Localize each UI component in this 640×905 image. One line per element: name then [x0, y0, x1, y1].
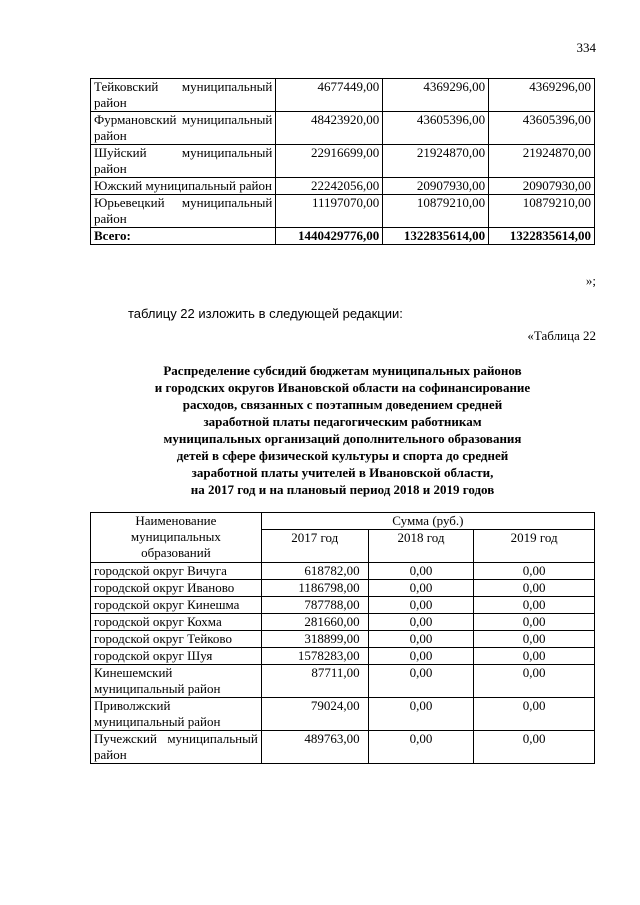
- row-name: Кинешемский муниципальный район: [91, 665, 262, 698]
- title-line: детей в сфере физической культуры и спорта до средней: [176, 448, 509, 463]
- row-name: Юрьевецкий муниципальный район: [91, 195, 276, 228]
- table-row: [91, 648, 595, 665]
- row-value-1: 11197070,00: [276, 195, 383, 228]
- instruction-text: таблицу 22 изложить в следующей редакции:: [128, 306, 403, 321]
- row-name: Пучежский муниципальный район: [91, 731, 262, 764]
- title-line: расходов, связанных с поэтапным доведением средней: [182, 397, 503, 412]
- row-value-2: 0,00: [368, 698, 474, 731]
- table-row: [91, 178, 595, 195]
- row-value-3: 20907930,00: [489, 178, 595, 195]
- row-value-2: 20907930,00: [383, 178, 489, 195]
- row-value-1: 48423920,00: [276, 112, 383, 145]
- header-year-2017: 2017 год: [261, 530, 368, 563]
- table-row: [91, 563, 595, 580]
- row-value-1: 79024,00: [261, 698, 368, 731]
- table-row: [91, 79, 595, 112]
- row-value-3: 4369296,00: [489, 79, 595, 112]
- row-value-1: 281660,00: [261, 614, 368, 631]
- row-value-2: 21924870,00: [383, 145, 489, 178]
- row-value-3: 0,00: [474, 563, 595, 580]
- title-line: и городских округов Ивановской области на софинансирование: [154, 380, 531, 395]
- table-title: [90, 362, 595, 498]
- row-value-1: 22916699,00: [276, 145, 383, 178]
- row-name: Шуйский муниципальный район: [91, 145, 276, 178]
- row-value-2: 0,00: [368, 563, 474, 580]
- closing-quote: »;: [585, 273, 596, 288]
- row-value-3: 0,00: [474, 614, 595, 631]
- row-value-2: 0,00: [368, 597, 474, 614]
- table-row: [91, 580, 595, 597]
- row-value-3: 0,00: [474, 580, 595, 597]
- total-value-3: 1322835614,00: [489, 228, 595, 245]
- row-value-3: 0,00: [474, 631, 595, 648]
- table-row: [91, 614, 595, 631]
- row-value-3: 0,00: [474, 597, 595, 614]
- total-label: Всего:: [91, 228, 276, 245]
- table-label: «Таблица 22: [527, 328, 596, 343]
- row-value-2: 0,00: [368, 648, 474, 665]
- row-value-3: 10879210,00: [489, 195, 595, 228]
- row-name: Приволжский муниципальный район: [91, 698, 262, 731]
- row-name: городской округ Шуя: [91, 648, 262, 665]
- title-line: муниципальных организаций дополнительного образования: [163, 431, 522, 446]
- table-row: [91, 597, 595, 614]
- row-name: городской округ Тейково: [91, 631, 262, 648]
- row-value-2: 0,00: [368, 614, 474, 631]
- subsidy-table: [90, 512, 595, 764]
- row-name: городской округ Вичуга: [91, 563, 262, 580]
- row-value-3: 0,00: [474, 665, 595, 698]
- row-value-3: 43605396,00: [489, 112, 595, 145]
- total-row: [91, 228, 595, 245]
- table-row: [91, 112, 595, 145]
- row-value-3: 0,00: [474, 731, 595, 764]
- row-value-2: 0,00: [368, 731, 474, 764]
- row-value-1: 318899,00: [261, 631, 368, 648]
- row-name: городской округ Кинешма: [91, 597, 262, 614]
- top-table: [90, 78, 595, 245]
- table-row: [91, 631, 595, 648]
- row-value-3: 21924870,00: [489, 145, 595, 178]
- row-value-1: 87711,00: [261, 665, 368, 698]
- row-name: Фурмановский муниципальный район: [91, 112, 276, 145]
- row-value-1: 22242056,00: [276, 178, 383, 195]
- header-name: Наименование муниципальных образований: [91, 513, 262, 563]
- header-year-2018: 2018 год: [368, 530, 474, 563]
- row-value-1: 1186798,00: [261, 580, 368, 597]
- row-value-1: 489763,00: [261, 731, 368, 764]
- row-name: городской округ Кохма: [91, 614, 262, 631]
- row-value-2: 4369296,00: [383, 79, 489, 112]
- title-line: заработной платы учителей в Ивановской области,: [191, 465, 494, 480]
- title-line: на 2017 год и на плановый период 2018 и 2019 годов: [190, 482, 495, 497]
- table-row: [91, 195, 595, 228]
- total-value-1: 1440429776,00: [276, 228, 383, 245]
- title-line: заработной платы педагогическим работникам: [203, 414, 482, 429]
- row-value-1: 787788,00: [261, 597, 368, 614]
- row-name: Тейковский муниципальный район: [91, 79, 276, 112]
- header-sum: Сумма (руб.): [261, 513, 594, 530]
- row-value-1: 4677449,00: [276, 79, 383, 112]
- table-row: [91, 698, 595, 731]
- row-value-1: 1578283,00: [261, 648, 368, 665]
- table-row: [91, 145, 595, 178]
- row-name: Южский муниципальный район: [91, 178, 276, 195]
- row-value-2: 0,00: [368, 631, 474, 648]
- row-value-2: 0,00: [368, 665, 474, 698]
- header-row: [91, 513, 595, 530]
- row-value-3: 0,00: [474, 648, 595, 665]
- title-line: Распределение субсидий бюджетам муниципальных районов: [163, 363, 522, 378]
- row-value-1: 618782,00: [261, 563, 368, 580]
- table-row: [91, 731, 595, 764]
- header-year-2019: 2019 год: [474, 530, 595, 563]
- row-value-2: 10879210,00: [383, 195, 489, 228]
- total-value-2: 1322835614,00: [383, 228, 489, 245]
- page-number: 334: [576, 40, 596, 55]
- row-value-2: 0,00: [368, 580, 474, 597]
- row-value-2: 43605396,00: [383, 112, 489, 145]
- row-name: городской округ Иваново: [91, 580, 262, 597]
- table-row: [91, 665, 595, 698]
- row-value-3: 0,00: [474, 698, 595, 731]
